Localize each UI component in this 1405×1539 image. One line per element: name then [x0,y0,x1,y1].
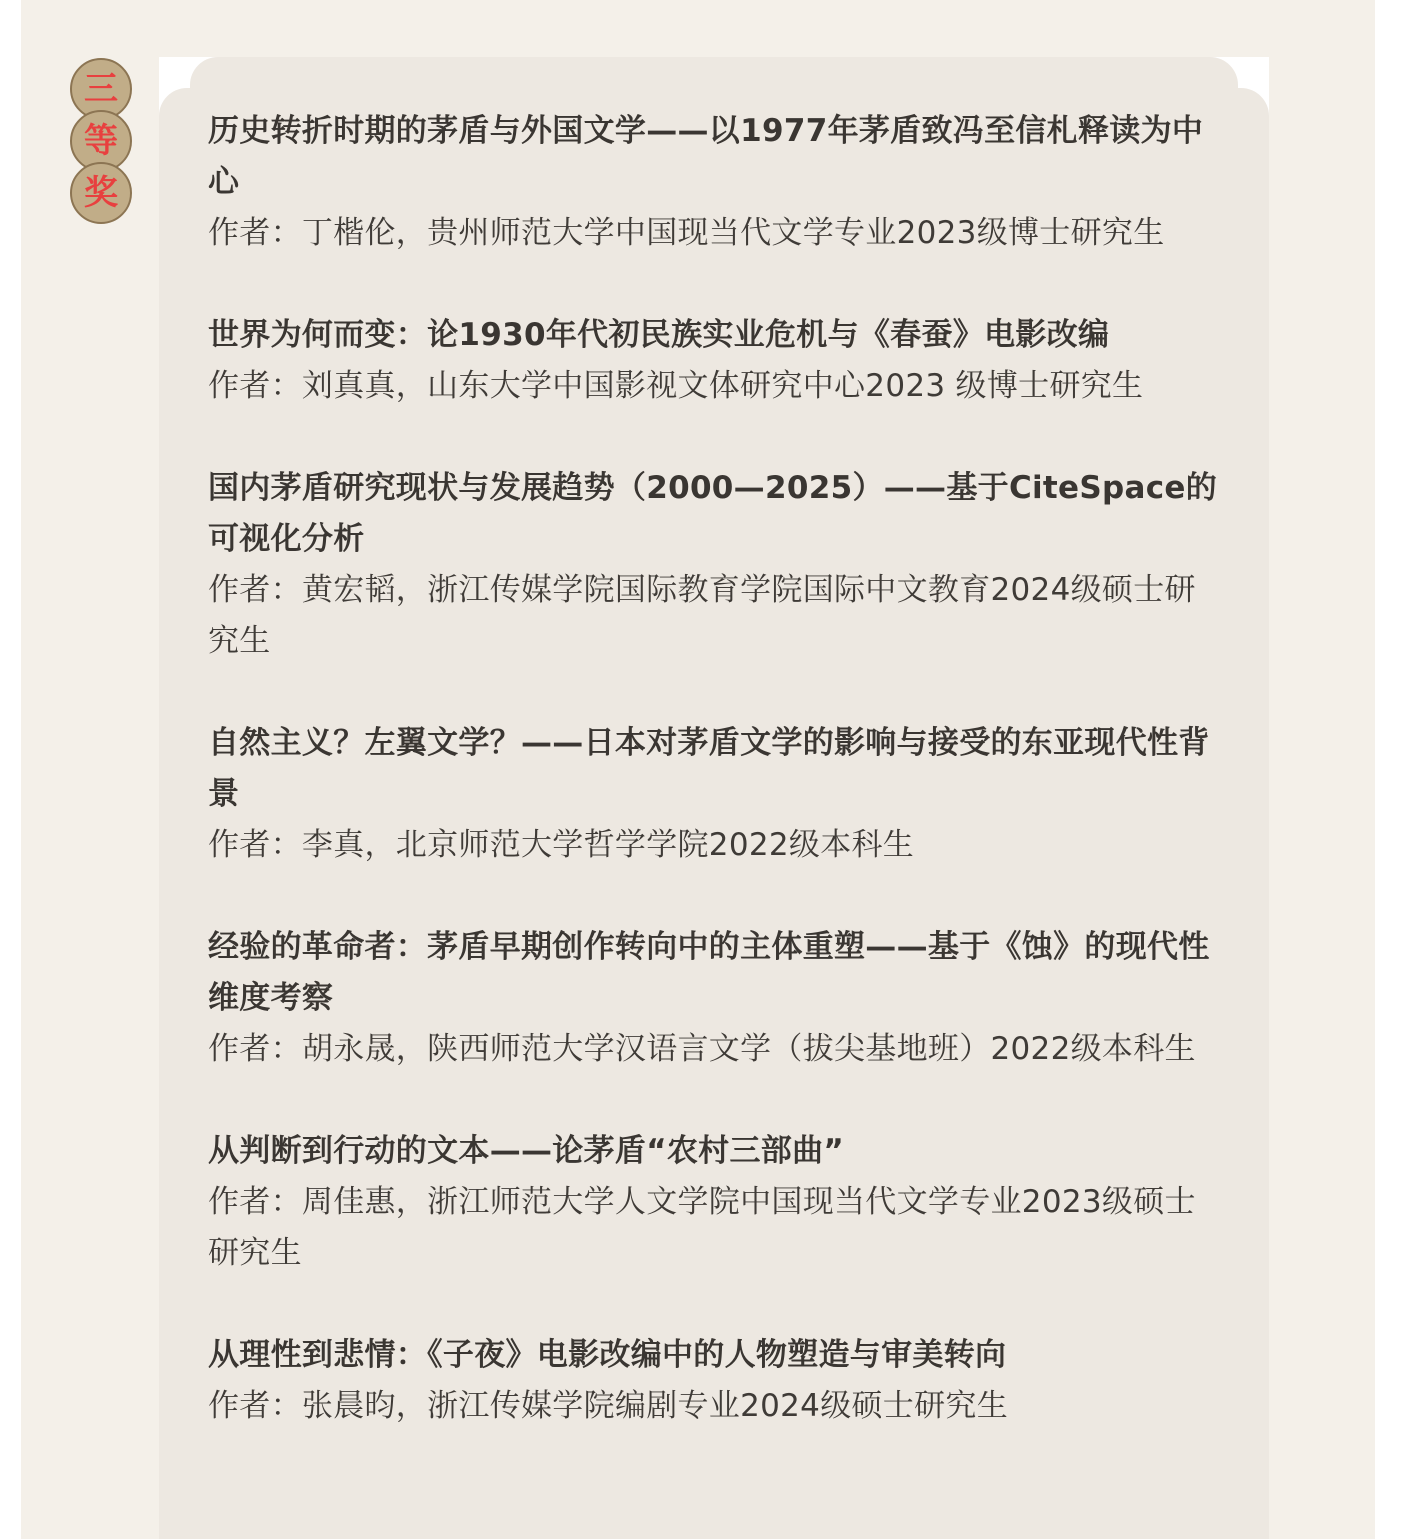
entry-author: 作者：黄宏韬，浙江传媒学院国际教育学院国际中文教育2024级硕士研究生 [208,572,1196,659]
entry-author: 作者：丁楷伦，贵州师范大学中国现当代文学专业2023级博士研究生 [208,215,1165,251]
entry-list [208,106,1224,1483]
entry-author: 作者：胡永晟，陕西师范大学汉语言文学（拔尖基地班）2022级本科生 [208,1031,1196,1067]
entry-author: 作者：周佳惠，浙江师范大学人文学院中国现当代文学专业2023级硕士研究生 [208,1184,1196,1271]
award-char-3: 奖 [70,162,132,224]
list-item [208,1330,1224,1432]
entry-title: 国内茅盾研究现状与发展趋势（2000—2025）——基于CiteSpace的可视化分析 [208,470,1218,557]
list-item [208,463,1224,667]
entry-title: 世界为何而变：论1930年代初民族实业危机与《春蚕》电影改编 [208,317,1110,353]
list-item [208,922,1224,1075]
entry-title: 自然主义？左翼文学？——日本对茅盾文学的影响与接受的东亚现代性背景 [208,725,1210,812]
list-item [208,310,1224,412]
list-item [208,106,1224,259]
list-item [208,1126,1224,1279]
entry-title: 历史转折时期的茅盾与外国文学——以1977年茅盾致冯至信札释读为中心 [208,113,1204,200]
entry-title: 经验的革命者：茅盾早期创作转向中的主体重塑——基于《蚀》的现代性维度考察 [208,929,1210,1016]
entry-title: 从理性到悲情：《子夜》电影改编中的人物塑造与审美转向 [208,1337,1007,1373]
award-char-2: 等 [70,110,132,172]
entry-author: 作者：张晨昀，浙江传媒学院编剧专业2024级硕士研究生 [208,1388,1008,1424]
list-item [208,718,1224,871]
award-char-1: 三 [70,58,132,120]
entry-title: 从判断到行动的文本——论茅盾“农村三部曲” [208,1133,845,1169]
entry-author: 作者：刘真真，山东大学中国影视文体研究中心2023 级博士研究生 [208,368,1144,404]
entry-author: 作者：李真，北京师范大学哲学学院2022级本科生 [208,827,915,863]
